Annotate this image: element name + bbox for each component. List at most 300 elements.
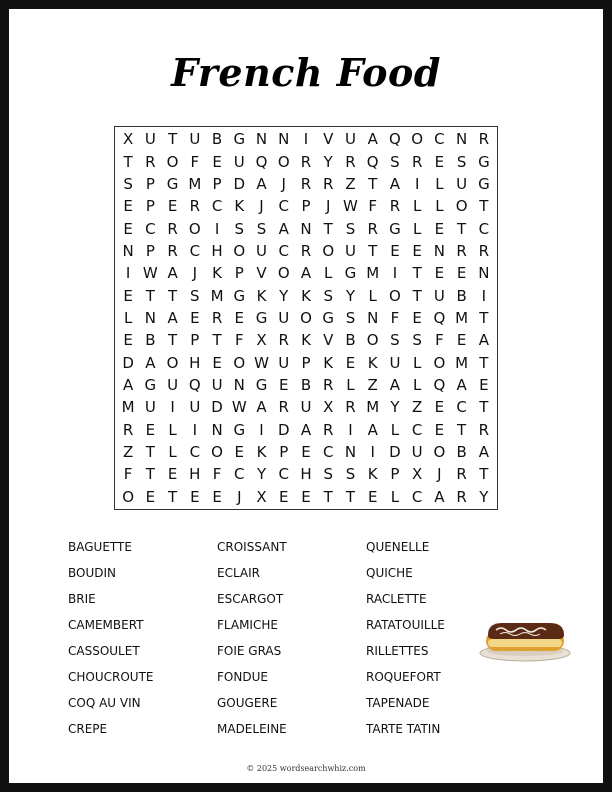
grid-letter[interactable]: C: [322, 443, 334, 462]
grid-letter[interactable]: Y: [279, 286, 289, 305]
grid-letter[interactable]: R: [367, 219, 378, 238]
grid-letter[interactable]: R: [278, 331, 289, 350]
grid-letter[interactable]: P: [301, 353, 311, 372]
grid-letter[interactable]: U: [433, 286, 445, 305]
grid-letter[interactable]: M: [455, 308, 469, 327]
grid-letter[interactable]: D: [211, 398, 223, 417]
grid-letter[interactable]: M: [121, 398, 135, 417]
grid-letter[interactable]: T: [457, 420, 467, 439]
grid-letter[interactable]: A: [434, 487, 445, 506]
grid-letter[interactable]: T: [479, 308, 489, 327]
grid-letter[interactable]: T: [479, 465, 489, 484]
grid-letter[interactable]: W: [254, 353, 269, 372]
grid-letter[interactable]: A: [122, 376, 134, 395]
grid-letter[interactable]: R: [300, 174, 312, 193]
grid-letter[interactable]: H: [189, 353, 201, 372]
grid-letter[interactable]: W: [231, 398, 247, 417]
grid-letter[interactable]: I: [303, 130, 309, 149]
grid-letter[interactable]: A: [456, 376, 467, 395]
word-list-item: CREPE: [68, 722, 108, 736]
grid-letter[interactable]: V: [256, 264, 267, 283]
word-list-item: TARTE TATIN: [366, 722, 441, 736]
grid-letter[interactable]: C: [234, 465, 245, 484]
grid-letter[interactable]: G: [389, 219, 401, 238]
grid-letter[interactable]: F: [390, 308, 400, 327]
grid-letter[interactable]: I: [214, 219, 220, 238]
grid-letter[interactable]: E: [190, 487, 200, 506]
word-list: [68, 538, 468, 748]
grid-letter[interactable]: T: [479, 398, 489, 417]
grid-letter[interactable]: E: [167, 465, 178, 484]
grid-letter[interactable]: G: [478, 152, 490, 171]
grid-letter[interactable]: L: [368, 286, 377, 305]
grid-letter[interactable]: R: [345, 398, 356, 417]
grid-letter[interactable]: Q: [188, 376, 201, 395]
grid-letter[interactable]: O: [166, 152, 179, 171]
grid-letter[interactable]: I: [125, 264, 131, 283]
grid-letter[interactable]: L: [123, 308, 133, 327]
grid-letter[interactable]: A: [278, 219, 289, 238]
grid-letter[interactable]: R: [167, 241, 178, 260]
grid-letter[interactable]: E: [123, 286, 133, 305]
grid-letter[interactable]: S: [390, 331, 400, 350]
grid-letter[interactable]: E: [434, 152, 445, 171]
grid-letter[interactable]: J: [281, 174, 286, 193]
grid-letter[interactable]: D: [233, 174, 246, 193]
grid-letter[interactable]: M: [366, 264, 380, 283]
grid-letter[interactable]: O: [188, 219, 201, 238]
grid-letter[interactable]: P: [145, 197, 155, 216]
grid-letter[interactable]: N: [211, 420, 223, 439]
grid-letter[interactable]: G: [233, 286, 246, 305]
grid-letter[interactable]: U: [211, 376, 223, 395]
grid-letter[interactable]: I: [370, 443, 375, 462]
grid-letter[interactable]: T: [168, 130, 178, 149]
grid-letter[interactable]: Z: [345, 174, 356, 193]
grid-letter[interactable]: L: [324, 264, 333, 283]
grid-letter[interactable]: G: [144, 376, 157, 395]
grid-letter[interactable]: F: [368, 197, 378, 216]
grid-letter[interactable]: L: [346, 376, 355, 395]
grid-letter[interactable]: O: [389, 286, 401, 305]
grid-letter[interactable]: R: [345, 152, 356, 171]
grid-letter[interactable]: F: [123, 465, 133, 484]
grid-letter[interactable]: L: [412, 219, 422, 238]
grid-letter[interactable]: L: [412, 197, 422, 216]
grid-letter[interactable]: L: [390, 420, 400, 439]
grid-letter[interactable]: U: [144, 398, 156, 417]
grid-letter[interactable]: O: [322, 241, 335, 260]
grid-letter[interactable]: E: [434, 420, 445, 439]
grid-letter[interactable]: M: [366, 398, 380, 417]
grid-letter[interactable]: A: [367, 130, 378, 149]
grid-letter[interactable]: R: [389, 197, 401, 216]
grid-letter[interactable]: C: [434, 130, 445, 149]
grid-letter[interactable]: R: [456, 241, 467, 260]
grid-letter[interactable]: U: [167, 376, 179, 395]
grid-letter[interactable]: X: [122, 130, 134, 149]
grid-letter[interactable]: T: [212, 331, 222, 350]
grid-letter[interactable]: N: [433, 241, 446, 260]
grid-letter[interactable]: B: [456, 443, 467, 462]
grid-letter[interactable]: X: [256, 487, 267, 506]
grid-letter[interactable]: U: [389, 353, 401, 372]
grid-letter[interactable]: R: [323, 376, 334, 395]
grid-letter[interactable]: H: [211, 241, 223, 260]
grid-letter[interactable]: J: [259, 197, 264, 216]
grid-letter[interactable]: K: [256, 286, 267, 305]
grid-letter[interactable]: O: [433, 443, 446, 462]
grid-letter[interactable]: E: [412, 241, 422, 260]
grid-letter[interactable]: M: [210, 286, 224, 305]
grid-letter[interactable]: O: [233, 241, 246, 260]
grid-letter[interactable]: C: [278, 197, 289, 216]
grid-letter[interactable]: U: [189, 398, 201, 417]
word-list-item: RATATOUILLE: [366, 618, 445, 632]
grid-letter[interactable]: A: [367, 420, 378, 439]
grid-letter[interactable]: K: [367, 465, 378, 484]
grid-letter[interactable]: J: [192, 264, 198, 283]
grid-letter[interactable]: E: [479, 376, 489, 395]
grid-letter[interactable]: T: [168, 331, 178, 350]
grid-letter[interactable]: D: [122, 353, 134, 372]
grid-letter[interactable]: T: [368, 241, 378, 260]
grid-letter[interactable]: H: [300, 465, 312, 484]
grid-letter[interactable]: Q: [389, 130, 401, 149]
grid-letter[interactable]: C: [478, 219, 490, 238]
grid-letter[interactable]: Z: [412, 398, 423, 417]
grid-letter[interactable]: E: [301, 487, 311, 506]
grid-letter[interactable]: M: [455, 353, 469, 372]
grid-letter[interactable]: J: [326, 197, 331, 216]
grid-letter[interactable]: C: [456, 398, 467, 417]
grid-letter[interactable]: T: [368, 174, 378, 193]
grid-letter[interactable]: T: [412, 286, 422, 305]
grid-letter[interactable]: O: [233, 353, 246, 372]
grid-letter[interactable]: E: [434, 398, 445, 417]
grid-letter[interactable]: K: [212, 264, 222, 283]
grid-letter[interactable]: C: [189, 443, 201, 462]
grid-letter[interactable]: R: [323, 420, 334, 439]
grid-letter[interactable]: N: [300, 219, 312, 238]
grid-letter[interactable]: E: [234, 308, 245, 327]
grid-letter[interactable]: Y: [345, 286, 356, 305]
grid-letter[interactable]: B: [456, 286, 467, 305]
grid-letter[interactable]: R: [167, 219, 178, 238]
grid-letter[interactable]: Q: [255, 152, 268, 171]
grid-letter[interactable]: G: [166, 174, 179, 193]
grid-letter[interactable]: Y: [256, 465, 267, 484]
grid-letter[interactable]: T: [412, 264, 422, 283]
grid-letter[interactable]: R: [411, 152, 423, 171]
grid-letter[interactable]: N: [233, 376, 245, 395]
grid-letter[interactable]: T: [323, 219, 333, 238]
grid-letter[interactable]: L: [412, 376, 422, 395]
grid-letter[interactable]: E: [456, 331, 467, 350]
grid-letter[interactable]: C: [411, 487, 423, 506]
grid-letter[interactable]: R: [300, 152, 312, 171]
grid-letter[interactable]: B: [145, 331, 156, 350]
grid-letter[interactable]: E: [212, 152, 222, 171]
grid-letter[interactable]: O: [366, 331, 379, 350]
grid-letter[interactable]: P: [301, 197, 311, 216]
grid-letter[interactable]: F: [435, 331, 444, 350]
grid-letter[interactable]: S: [234, 219, 245, 238]
grid-letter[interactable]: U: [344, 130, 356, 149]
letter-grid: [114, 126, 498, 510]
grid-letter[interactable]: J: [237, 487, 242, 506]
grid-letter[interactable]: E: [123, 331, 133, 350]
grid-letter[interactable]: E: [456, 264, 467, 283]
grid-letter[interactable]: O: [122, 487, 135, 506]
grid-letter[interactable]: G: [478, 174, 490, 193]
grid-letter[interactable]: N: [456, 130, 468, 149]
grid-letter[interactable]: R: [278, 398, 289, 417]
grid-letter[interactable]: K: [367, 353, 378, 372]
grid-letter[interactable]: E: [212, 353, 222, 372]
word-list-item: ECLAIR: [217, 566, 261, 580]
grid-letter[interactable]: E: [123, 197, 133, 216]
grid-letter[interactable]: O: [277, 264, 290, 283]
grid-letter[interactable]: R: [478, 130, 490, 149]
grid-letter[interactable]: O: [411, 130, 424, 149]
grid-letter[interactable]: A: [300, 420, 312, 439]
grid-letter[interactable]: G: [255, 376, 268, 395]
grid-letter[interactable]: N: [278, 130, 290, 149]
grid-letter[interactable]: I: [392, 264, 398, 283]
grid-letter[interactable]: E: [434, 219, 445, 238]
grid-letter[interactable]: T: [145, 465, 155, 484]
grid-letter[interactable]: E: [301, 443, 311, 462]
grid-letter[interactable]: A: [256, 174, 267, 193]
grid-letter[interactable]: E: [279, 487, 289, 506]
grid-letter[interactable]: E: [390, 241, 400, 260]
grid-letter[interactable]: J: [437, 465, 442, 484]
grid-letter[interactable]: A: [167, 264, 178, 283]
grid-letter[interactable]: O: [300, 308, 312, 327]
grid-letter[interactable]: N: [144, 308, 156, 327]
grid-letter[interactable]: T: [145, 286, 155, 305]
grid-letter[interactable]: E: [434, 264, 445, 283]
grid-letter[interactable]: L: [412, 353, 422, 372]
grid-letter[interactable]: C: [278, 241, 289, 260]
grid-letter[interactable]: Z: [367, 376, 378, 395]
grid-letter[interactable]: S: [390, 152, 400, 171]
grid-letter[interactable]: T: [479, 353, 489, 372]
grid-letter[interactable]: E: [412, 308, 422, 327]
grid-letter[interactable]: S: [123, 174, 133, 193]
grid-letter[interactable]: C: [211, 197, 223, 216]
grid-letter[interactable]: H: [189, 465, 201, 484]
grid-letter[interactable]: U: [344, 241, 356, 260]
grid-letter[interactable]: A: [300, 264, 312, 283]
grid-letter[interactable]: Y: [323, 152, 333, 171]
grid-letter[interactable]: S: [345, 219, 356, 238]
grid-letter[interactable]: S: [345, 308, 356, 327]
grid-letter[interactable]: A: [145, 353, 156, 372]
grid-letter[interactable]: T: [168, 487, 178, 506]
grid-letter[interactable]: K: [301, 331, 311, 350]
grid-letter[interactable]: G: [233, 420, 246, 439]
grid-letter[interactable]: U: [456, 174, 468, 193]
grid-letter[interactable]: K: [234, 197, 245, 216]
grid-letter[interactable]: S: [456, 152, 467, 171]
grid-letter[interactable]: A: [389, 376, 401, 395]
word-list-item: CAMEMBERT: [68, 618, 144, 632]
grid-letter[interactable]: N: [478, 264, 490, 283]
grid-letter[interactable]: D: [389, 443, 401, 462]
word-list-item: QUICHE: [366, 566, 413, 580]
grid-letter[interactable]: K: [301, 286, 311, 305]
grid-letter[interactable]: I: [170, 398, 175, 417]
grid-letter[interactable]: I: [348, 420, 353, 439]
grid-letter[interactable]: E: [167, 197, 178, 216]
grid-letter[interactable]: R: [122, 420, 134, 439]
grid-letter[interactable]: Z: [122, 443, 134, 462]
grid-letter[interactable]: E: [234, 443, 245, 462]
grid-letter[interactable]: S: [190, 286, 200, 305]
grid-letter[interactable]: B: [300, 376, 312, 395]
grid-letter[interactable]: N: [367, 308, 379, 327]
grid-letter[interactable]: C: [145, 219, 156, 238]
grid-letter[interactable]: A: [389, 174, 401, 193]
grid-letter[interactable]: Q: [433, 376, 446, 395]
grid-letter[interactable]: O: [211, 443, 223, 462]
grid-letter[interactable]: A: [167, 308, 178, 327]
grid-letter[interactable]: O: [433, 353, 446, 372]
grid-letter[interactable]: T: [145, 443, 155, 462]
grid-letter[interactable]: R: [456, 487, 467, 506]
grid-letter[interactable]: Y: [390, 398, 400, 417]
grid-letter[interactable]: U: [411, 443, 423, 462]
grid-letter[interactable]: E: [123, 219, 133, 238]
grid-letter[interactable]: K: [256, 443, 267, 462]
grid-letter[interactable]: X: [412, 465, 423, 484]
grid-letter[interactable]: E: [367, 487, 378, 506]
grid-letter[interactable]: O: [455, 197, 468, 216]
grid-letter[interactable]: S: [323, 465, 333, 484]
grid-letter[interactable]: O: [166, 353, 179, 372]
grid-letter[interactable]: K: [323, 353, 334, 372]
grid-letter[interactable]: L: [168, 443, 177, 462]
grid-letter[interactable]: P: [390, 465, 400, 484]
grid-letter[interactable]: S: [323, 286, 333, 305]
grid-letter[interactable]: T: [457, 219, 467, 238]
grid-letter[interactable]: C: [411, 420, 423, 439]
grid-letter[interactable]: E: [279, 376, 289, 395]
grid-letter[interactable]: A: [478, 331, 489, 350]
grid-letter[interactable]: T: [345, 487, 356, 506]
grid-letter[interactable]: R: [323, 174, 334, 193]
grid-letter[interactable]: G: [344, 264, 357, 283]
grid-letter[interactable]: R: [478, 420, 490, 439]
grid-letter[interactable]: P: [145, 174, 155, 193]
grid-letter[interactable]: W: [142, 264, 158, 283]
grid-letter[interactable]: U: [300, 398, 312, 417]
grid-letter[interactable]: C: [189, 241, 201, 260]
grid-letter[interactable]: W: [343, 197, 358, 216]
grid-letter[interactable]: R: [300, 241, 312, 260]
grid-letter[interactable]: I: [192, 420, 198, 439]
grid-letter[interactable]: Q: [366, 152, 379, 171]
grid-letter[interactable]: U: [233, 152, 245, 171]
grid-letter[interactable]: S: [412, 331, 422, 350]
grid-letter[interactable]: T: [323, 487, 333, 506]
grid-letter[interactable]: E: [212, 487, 222, 506]
grid-letter[interactable]: E: [145, 487, 156, 506]
grid-letter[interactable]: E: [190, 308, 200, 327]
grid-letter[interactable]: T: [123, 152, 133, 171]
grid-letter[interactable]: S: [256, 219, 267, 238]
grid-letter[interactable]: C: [278, 465, 289, 484]
grid-letter[interactable]: Q: [433, 308, 446, 327]
grid-letter[interactable]: E: [145, 420, 156, 439]
grid-letter[interactable]: U: [144, 130, 156, 149]
grid-letter[interactable]: O: [277, 152, 290, 171]
grid-letter[interactable]: G: [322, 308, 335, 327]
grid-letter[interactable]: I: [414, 174, 420, 193]
grid-letter[interactable]: L: [390, 487, 400, 506]
word-column-1: [68, 538, 218, 746]
grid-letter[interactable]: X: [256, 331, 267, 350]
grid-letter[interactable]: R: [456, 465, 467, 484]
grid-letter[interactable]: D: [277, 420, 290, 439]
grid-letter[interactable]: N: [122, 241, 134, 260]
grid-letter[interactable]: F: [212, 465, 222, 484]
copyright-footer: © 2025 wordsearchwhiz.com: [246, 764, 366, 773]
grid-letter[interactable]: L: [435, 197, 444, 216]
grid-letter[interactable]: R: [189, 197, 201, 216]
word-list-item: COQ AU VIN: [68, 696, 141, 710]
grid-letter[interactable]: G: [255, 308, 268, 327]
grid-letter[interactable]: L: [168, 420, 177, 439]
grid-letter[interactable]: T: [168, 286, 178, 305]
grid-letter[interactable]: M: [188, 174, 202, 193]
grid-letter[interactable]: P: [190, 331, 200, 350]
grid-letter[interactable]: E: [345, 353, 356, 372]
grid-letter[interactable]: U: [189, 130, 201, 149]
grid-letter[interactable]: R: [478, 241, 490, 260]
grid-letter[interactable]: X: [323, 398, 334, 417]
grid-letter[interactable]: G: [233, 130, 246, 149]
grid-letter[interactable]: U: [256, 241, 268, 260]
grid-letter[interactable]: A: [256, 398, 267, 417]
grid-letter[interactable]: R: [145, 152, 156, 171]
grid-letter[interactable]: F: [190, 152, 200, 171]
grid-letter[interactable]: S: [345, 465, 356, 484]
grid-letter[interactable]: F: [234, 331, 244, 350]
grid-letter[interactable]: N: [255, 130, 268, 149]
grid-letter[interactable]: P: [279, 443, 289, 462]
grid-letter[interactable]: P: [234, 264, 244, 283]
grid-letter[interactable]: Y: [479, 487, 489, 506]
grid-letter[interactable]: P: [145, 241, 155, 260]
grid-letter[interactable]: I: [481, 286, 487, 305]
grid-letter[interactable]: U: [278, 308, 290, 327]
grid-letter[interactable]: P: [212, 174, 222, 193]
grid-letter[interactable]: N: [344, 443, 357, 462]
grid-letter[interactable]: R: [211, 308, 223, 327]
grid-letter[interactable]: V: [323, 331, 334, 350]
grid-letter[interactable]: V: [323, 130, 334, 149]
grid-letter[interactable]: I: [259, 420, 264, 439]
grid-letter[interactable]: U: [278, 353, 290, 372]
grid-letter[interactable]: B: [345, 331, 356, 350]
grid-letter[interactable]: L: [435, 174, 444, 193]
grid-letter[interactable]: A: [478, 443, 489, 462]
grid-letter[interactable]: B: [211, 130, 223, 149]
grid-letter[interactable]: T: [479, 197, 489, 216]
